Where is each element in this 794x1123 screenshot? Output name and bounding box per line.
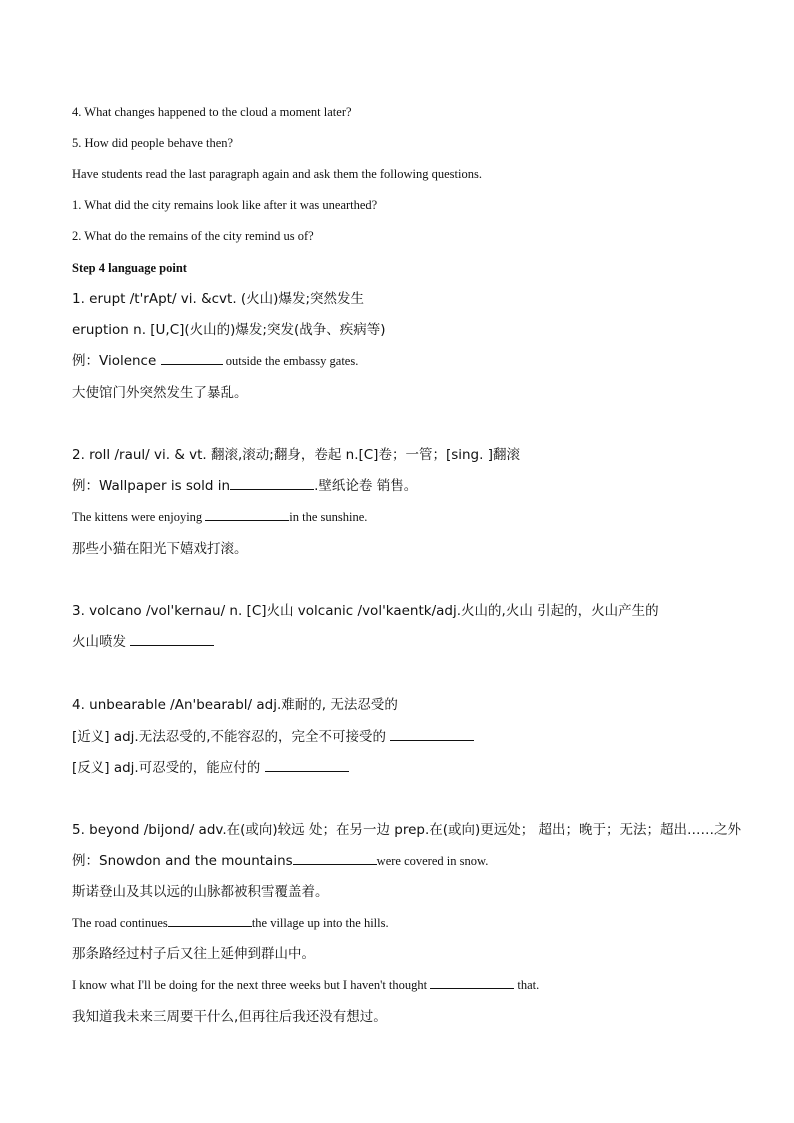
beyond-example-2-start: The road continues [72,916,168,930]
volcano-example [72,634,214,650]
beyond-example-3-end: that. [514,978,540,992]
answer-blank[interactable] [265,760,349,772]
beyond-translation-2: 那条路经过村子后又往上延伸到群山中。 [72,946,315,962]
beyond-example-3-start: I know what I'll be doing for the next three weeks but I haven't thought [72,978,431,992]
answer-blank[interactable] [390,729,474,741]
beyond-example-1-start: 例：Snowdon and the mountains [72,853,293,869]
synonym-label: [近义] adj.无法忍受的,不能容忍的，完全不可接受的 [72,729,391,745]
antonym-label: [反义] adj.可忍受的，能应付的 [72,760,265,776]
erupt-example [72,353,358,369]
answer-blank[interactable] [130,634,214,646]
eruption-definition: eruption n. [U,C](火山的)爆发;突发(战争、疾病等) [72,322,386,338]
erupt-example-end: outside the embassy gates. [222,354,359,368]
answer-blank[interactable] [161,353,223,365]
roll-example-2-start: The kittens were enjoying [72,510,206,524]
question-2-remains: 2. What do the remains of the city remind us of? [72,229,314,243]
beyond-example-1-end: were covered in snow. [376,854,489,868]
synonym-line [72,729,474,745]
beyond-example-2 [72,915,389,931]
volcano-example-label: 火山喷发 [72,634,131,650]
roll-definition: 2. roll /raul/ vi. & vt. 翻滚,滚动;翻身，卷起 n.[C]卷；一管；[sing. ]翻滚 [72,447,520,463]
beyond-example-1 [72,853,488,869]
question-1-remains: 1. What did the city remains look like after it was unearthed? [72,198,378,212]
question-5: 5. How did people behave then? [72,136,234,150]
antonym-line [72,760,349,776]
roll-example-1-start: 例：Wallpaper is sold in [72,478,231,494]
roll-example-2 [72,509,367,525]
roll-translation: 那些小猫在阳光下嬉戏打滚。 [72,541,248,557]
beyond-definition: 5. beyond /bijond/ adv.在(或向)较远 处；在另一边 prep.在(或向)更远处； 超出；晚于；无法；超出……之外 [72,822,742,838]
answer-blank[interactable] [205,509,289,521]
answer-blank[interactable] [430,977,514,989]
unbearable-definition: 4. unbearable /An'bearabl/ adj.难耐的, 无法忍受的 [72,697,398,713]
beyond-example-3 [72,977,539,993]
erupt-definition: 1. erupt /t'rApt/ vi. &cvt. (火山)爆发;突然发生 [72,291,364,307]
volcano-definition: 3. volcano /vol'kernau/ n. [C]火山 volcanic /vol'kaentk/adj.火山的,火山 引起的，火山产生的 [72,603,659,619]
instruction-text: Have students read the last paragraph again and ask them the following questions. [72,167,482,181]
beyond-translation-1: 斯诺登山及其以远的山脉都被积雪覆盖着。 [72,884,329,900]
answer-blank[interactable] [230,478,314,490]
roll-example-1-end: .壁纸论卷 销售。 [314,478,418,494]
answer-blank[interactable] [168,915,252,927]
section-heading-step4: Step 4 language point [72,261,187,275]
roll-example-2-end: in the sunshine. [289,510,368,524]
question-4: 4. What changes happened to the cloud a moment later? [72,105,352,119]
beyond-translation-3: 我知道我未来三周要干什么,但再往后我还没有想过。 [72,1009,387,1025]
roll-example-1 [72,478,417,494]
beyond-example-2-end: the village up into the hills. [251,916,389,930]
erupt-example-start: 例：Violence [72,353,161,369]
erupt-translation: 大使馆门外突然发生了暴乱。 [72,385,248,401]
answer-blank[interactable] [293,853,377,865]
